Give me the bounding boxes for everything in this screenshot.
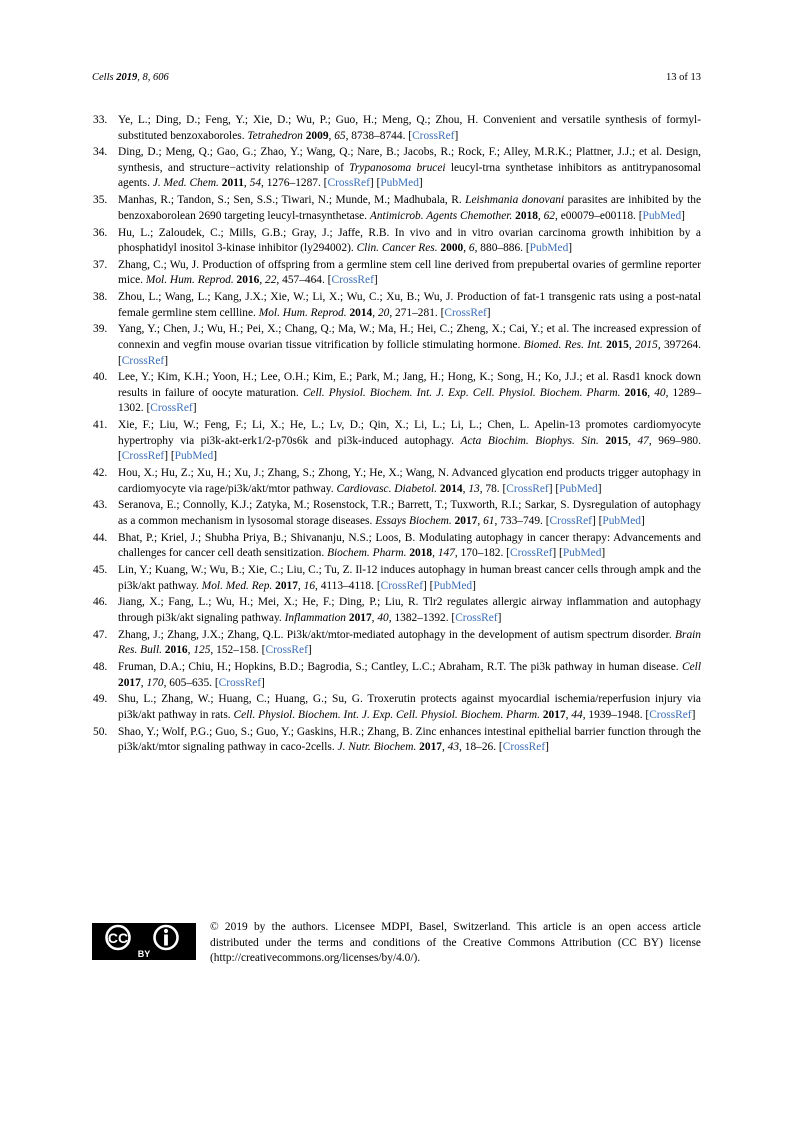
reference-item: [92, 258, 701, 289]
journal-volume-page: , 8, 606: [137, 72, 169, 83]
crossref-link[interactable]: CrossRef: [502, 741, 546, 754]
journal-citation: [92, 72, 169, 83]
reference-text: Bhat, P.; Kriel, J.; Shubha Priya, B.; Shivananju, N.S.; Loos, B. Modulating autophagy in cancer therapy: Advancements and challenges for cancer cell death sensitization. Biochem. Pharm. 2018, 147, 170–182. [CrossRef] [PubMed]: [118, 531, 701, 560]
reference-item: [92, 498, 701, 529]
reference-number: 43.: [93, 499, 108, 512]
reference-number: 44.: [93, 531, 108, 544]
page-number: 13 of 13: [666, 72, 701, 83]
reference-item: [92, 466, 701, 497]
reference-number: 35.: [93, 194, 108, 207]
crossref-link[interactable]: CrossRef: [150, 402, 193, 415]
reference-item: [92, 418, 701, 465]
reference-number: 37.: [93, 258, 108, 271]
reference-number: 41.: [93, 419, 108, 432]
creative-commons-badge-icon: [92, 923, 196, 960]
reference-item: [92, 628, 701, 659]
page-header: [92, 72, 701, 83]
journal-name: Cells: [92, 72, 114, 83]
reference-item: [92, 660, 701, 691]
crossref-link[interactable]: CrossRef: [549, 514, 592, 527]
crossref-link[interactable]: CrossRef: [380, 579, 424, 592]
crossref-link[interactable]: CrossRef: [455, 611, 498, 624]
crossref-link[interactable]: CrossRef: [649, 708, 692, 721]
reference-item: [92, 531, 701, 562]
pubmed-link[interactable]: PubMed: [380, 177, 419, 190]
reference-text: Xie, F.; Liu, W.; Feng, F.; Li, X.; He, L.; Lv, D.; Qin, X.; Li, L.; Li, L.; Chen, L. Apelin-13 promotes cardiomyocyte hypertrophy via pi3k-akt-erk1/2-p70s6k and pi3k-induced autophagy. Acta Biochim. Biophys. Sin. 2015, 47, 969–980. [CrossRef] [PubMed]: [118, 419, 701, 463]
reference-number: 48.: [93, 660, 108, 673]
reference-text: Fruman, D.A.; Chiu, H.; Hopkins, B.D.; Bagrodia, S.; Cantley, L.C.; Abraham, R.T. The pi3k pathway in human disease. Cell 2017, 170, 605–635. [CrossRef]: [118, 660, 701, 689]
reference-number: 36.: [93, 226, 108, 239]
reference-item: [92, 563, 701, 594]
reference-item: [92, 226, 701, 257]
reference-item: [92, 692, 701, 723]
reference-number: 38.: [93, 291, 108, 304]
reference-text: Shao, Y.; Wolf, P.G.; Guo, S.; Guo, Y.; Gaskins, H.R.; Zhang, B. Zinc enhances intestinal epithelial barrier function through the pi3k/akt/mtor signaling pathway in caco-2cells. J. Nutr. Biochem. 2017, 43, 18–26. [CrossRef]: [118, 725, 701, 754]
pubmed-link[interactable]: PubMed: [559, 482, 598, 495]
reference-item: [92, 193, 701, 224]
reference-number: 47.: [93, 628, 108, 641]
reference-number: 33.: [93, 114, 108, 126]
reference-item: [92, 113, 701, 144]
crossref-link[interactable]: CrossRef: [218, 676, 262, 689]
reference-item: [92, 595, 701, 626]
reference-item: [92, 725, 701, 756]
reference-text: Ding, D.; Meng, Q.; Gao, G.; Zhao, Y.; Wang, Q.; Nare, B.; Jacobs, R.; Rock, F.; Alley, M.R.K.; Plattner, J.J.; et al. Design, synthesis, and structure−activity relationship of Trypanosoma brucei leucyl-trna synthetase inhibitors as antitrypanosomal agents. J. Med. Chem. 2011, 54, 1276–1287. [CrossRef] [PubMed]: [118, 146, 701, 190]
reference-number: 49.: [93, 693, 108, 706]
reference-number: 39.: [93, 323, 108, 336]
reference-text: Shu, L.; Zhang, W.; Huang, C.; Huang, G.; Su, G. Troxerutin protects against myocardial ischemia/reperfusion injury via pi3k/akt pathway in rats. Cell. Physiol. Biochem. Int. J. Exp. Cell. Physiol. Biochem. Pharm. 2017, 44, 1939–1948. [CrossRef]: [118, 693, 701, 721]
reference-item: [92, 290, 701, 321]
reference-text: Zhang, C.; Wu, J. Production of offspring from a germline stem cell line derived from prepubertal ovaries of germline reporter mice. Mol. Hum. Reprod. 2016, 22, 457–464. [CrossRef]: [118, 258, 701, 287]
pubmed-link[interactable]: PubMed: [174, 450, 214, 463]
references-list: [92, 113, 701, 757]
pubmed-link[interactable]: PubMed: [562, 547, 602, 560]
reference-text: Zhang, J.; Zhang, J.X.; Zhang, Q.L. Pi3k/akt/mtor-mediated autophagy in the development of autism spectrum disorder. Brain Res. Bull. 2016, 125, 152–158. [CrossRef]: [118, 628, 701, 657]
reference-number: 45.: [93, 564, 108, 576]
pubmed-link[interactable]: PubMed: [642, 209, 682, 222]
pubmed-link[interactable]: PubMed: [529, 242, 569, 255]
reference-number: 42.: [93, 467, 108, 480]
crossref-link[interactable]: CrossRef: [331, 274, 374, 287]
crossref-link[interactable]: CrossRef: [121, 450, 165, 463]
reference-text: Zhou, L.; Wang, L.; Kang, J.X.; Xie, W.; Li, X.; Wu, C.; Xu, B.; Wu, J. Production of fat-1 transgenic rats using a post-natal female germline stem cellline. Mol. Hum. Reprod. 2014, 20, 271–281. [CrossRef]: [118, 291, 701, 319]
reference-item: [92, 370, 701, 417]
crossref-link[interactable]: CrossRef: [412, 129, 455, 142]
pubmed-link[interactable]: PubMed: [433, 579, 473, 592]
reference-number: 40.: [93, 371, 108, 384]
journal-year: 2019: [116, 72, 138, 83]
reference-number: 46.: [93, 596, 108, 609]
reference-text: Yang, Y.; Chen, J.; Wu, H.; Pei, X.; Chang, Q.; Ma, W.; Ma, H.; Hei, C.; Zheng, X.; Cai, Y.; et al. The increased expression of connexin and vegfin mouse ovarian tissue vitrification by follicle stimulating hormone. Biomed. Res. Int. 2015, 2015, 397264. [CrossRef]: [118, 323, 701, 367]
reference-text: Hu, L.; Zaloudek, C.; Mills, G.B.; Gray, J.; Jaffe, R.B. In vivo and in vitro ovarian carcinoma growth inhibition by a phosphatidyl inositol 3-kinase inhibitor (ly294002). Clin. Cancer Res. 2000, 6, 880–886. [PubMed]: [118, 226, 701, 255]
pubmed-link[interactable]: PubMed: [602, 514, 641, 527]
reference-text: Manhas, R.; Tandon, S.; Sen, S.S.; Tiwari, N.; Munde, M.; Madhubala, R. Leishmania donovani parasites are inhibited by the benzoxaborolean 2690 targeting leucyl-trnasynthetase. Antimicrob. Agents Chemother. 2018, 62, e00079–e00118. [PubMed]: [118, 194, 701, 222]
reference-number: 34.: [93, 146, 108, 159]
license-footer: [92, 920, 701, 967]
reference-text: Hou, X.; Hu, Z.; Xu, H.; Xu, J.; Zhang, S.; Zhong, Y.; He, X.; Wang, N. Advanced glycation end products trigger autophagy in cardiomyocyte via rage/pi3k/akt/mtor pathway. Cardiovasc. Diabetol. 2014, 13, 78. [CrossRef] [PubMed]: [118, 467, 701, 495]
reference-number: 50.: [93, 725, 108, 738]
crossref-link[interactable]: CrossRef: [265, 644, 308, 657]
crossref-link[interactable]: CrossRef: [509, 547, 553, 560]
crossref-link[interactable]: CrossRef: [506, 482, 549, 495]
crossref-link[interactable]: CrossRef: [444, 306, 487, 319]
crossref-link[interactable]: CrossRef: [121, 354, 165, 367]
license-text: © 2019 by the authors. Licensee MDPI, Basel, Switzerland. This article is an open access article distributed under the terms and conditions of the Creative Commons Attribution (CC BY) license (http://creativecommons.org/licenses/by/4.0/).: [210, 921, 701, 965]
svg-text:CC: CC: [107, 930, 129, 946]
reference-text: Seranova, E.; Connolly, K.J.; Zatyka, M.; Rosenstock, T.R.; Barrett, T.; Tuxworth, R.I.; Sarkar, S. Dysregulation of autophagy as a common mechanism in lysosomal storage diseases. Essays Biochem. 2017, 61, 733–749. [CrossRef] [PubMed]: [118, 499, 701, 527]
reference-item: [92, 145, 701, 192]
reference-text: Lee, Y.; Kim, K.H.; Yoon, H.; Lee, O.H.; Kim, E.; Park, M.; Jang, H.; Hong, K.; Song, H.; Ko, J.J.; et al. Rasd1 knock down results in failure of oocyte maturation. Cell. Physiol. Biochem. Int. J. Exp. Cell. Physiol. Biochem. Pharm. 2016, 40, 1289–1302. [CrossRef]: [118, 371, 702, 415]
reference-text: Ye, L.; Ding, D.; Feng, Y.; Xie, D.; Wu, P.; Guo, H.; Meng, Q.; Zhou, H. Convenient and versatile synthesis of formyl-substituted benzoxaboroles. Tetrahedron 2009, 65, 8738–8744. [CrossRef]: [118, 114, 701, 142]
reference-text: Lin, Y.; Kuang, W.; Wu, B.; Xie, C.; Liu, C.; Tu, Z. Il-12 induces autophagy in human breast cancer cells through ampk and the pi3k/akt pathway. Mol. Med. Rep. 2017, 16, 4113–4118. [CrossRef] [PubMed]: [118, 564, 701, 592]
reference-text: Jiang, X.; Fang, L.; Wu, H.; Mei, X.; He, F.; Ding, P.; Liu, R. Tlr2 regulates allergic airway inflammation and autophagy through pi3k/akt signaling pathway. Inflammation 2017, 40, 1382–1392. [CrossRef]: [118, 596, 701, 624]
reference-item: [92, 322, 701, 369]
crossref-link[interactable]: CrossRef: [327, 177, 370, 190]
svg-text:BY: BY: [137, 949, 151, 959]
